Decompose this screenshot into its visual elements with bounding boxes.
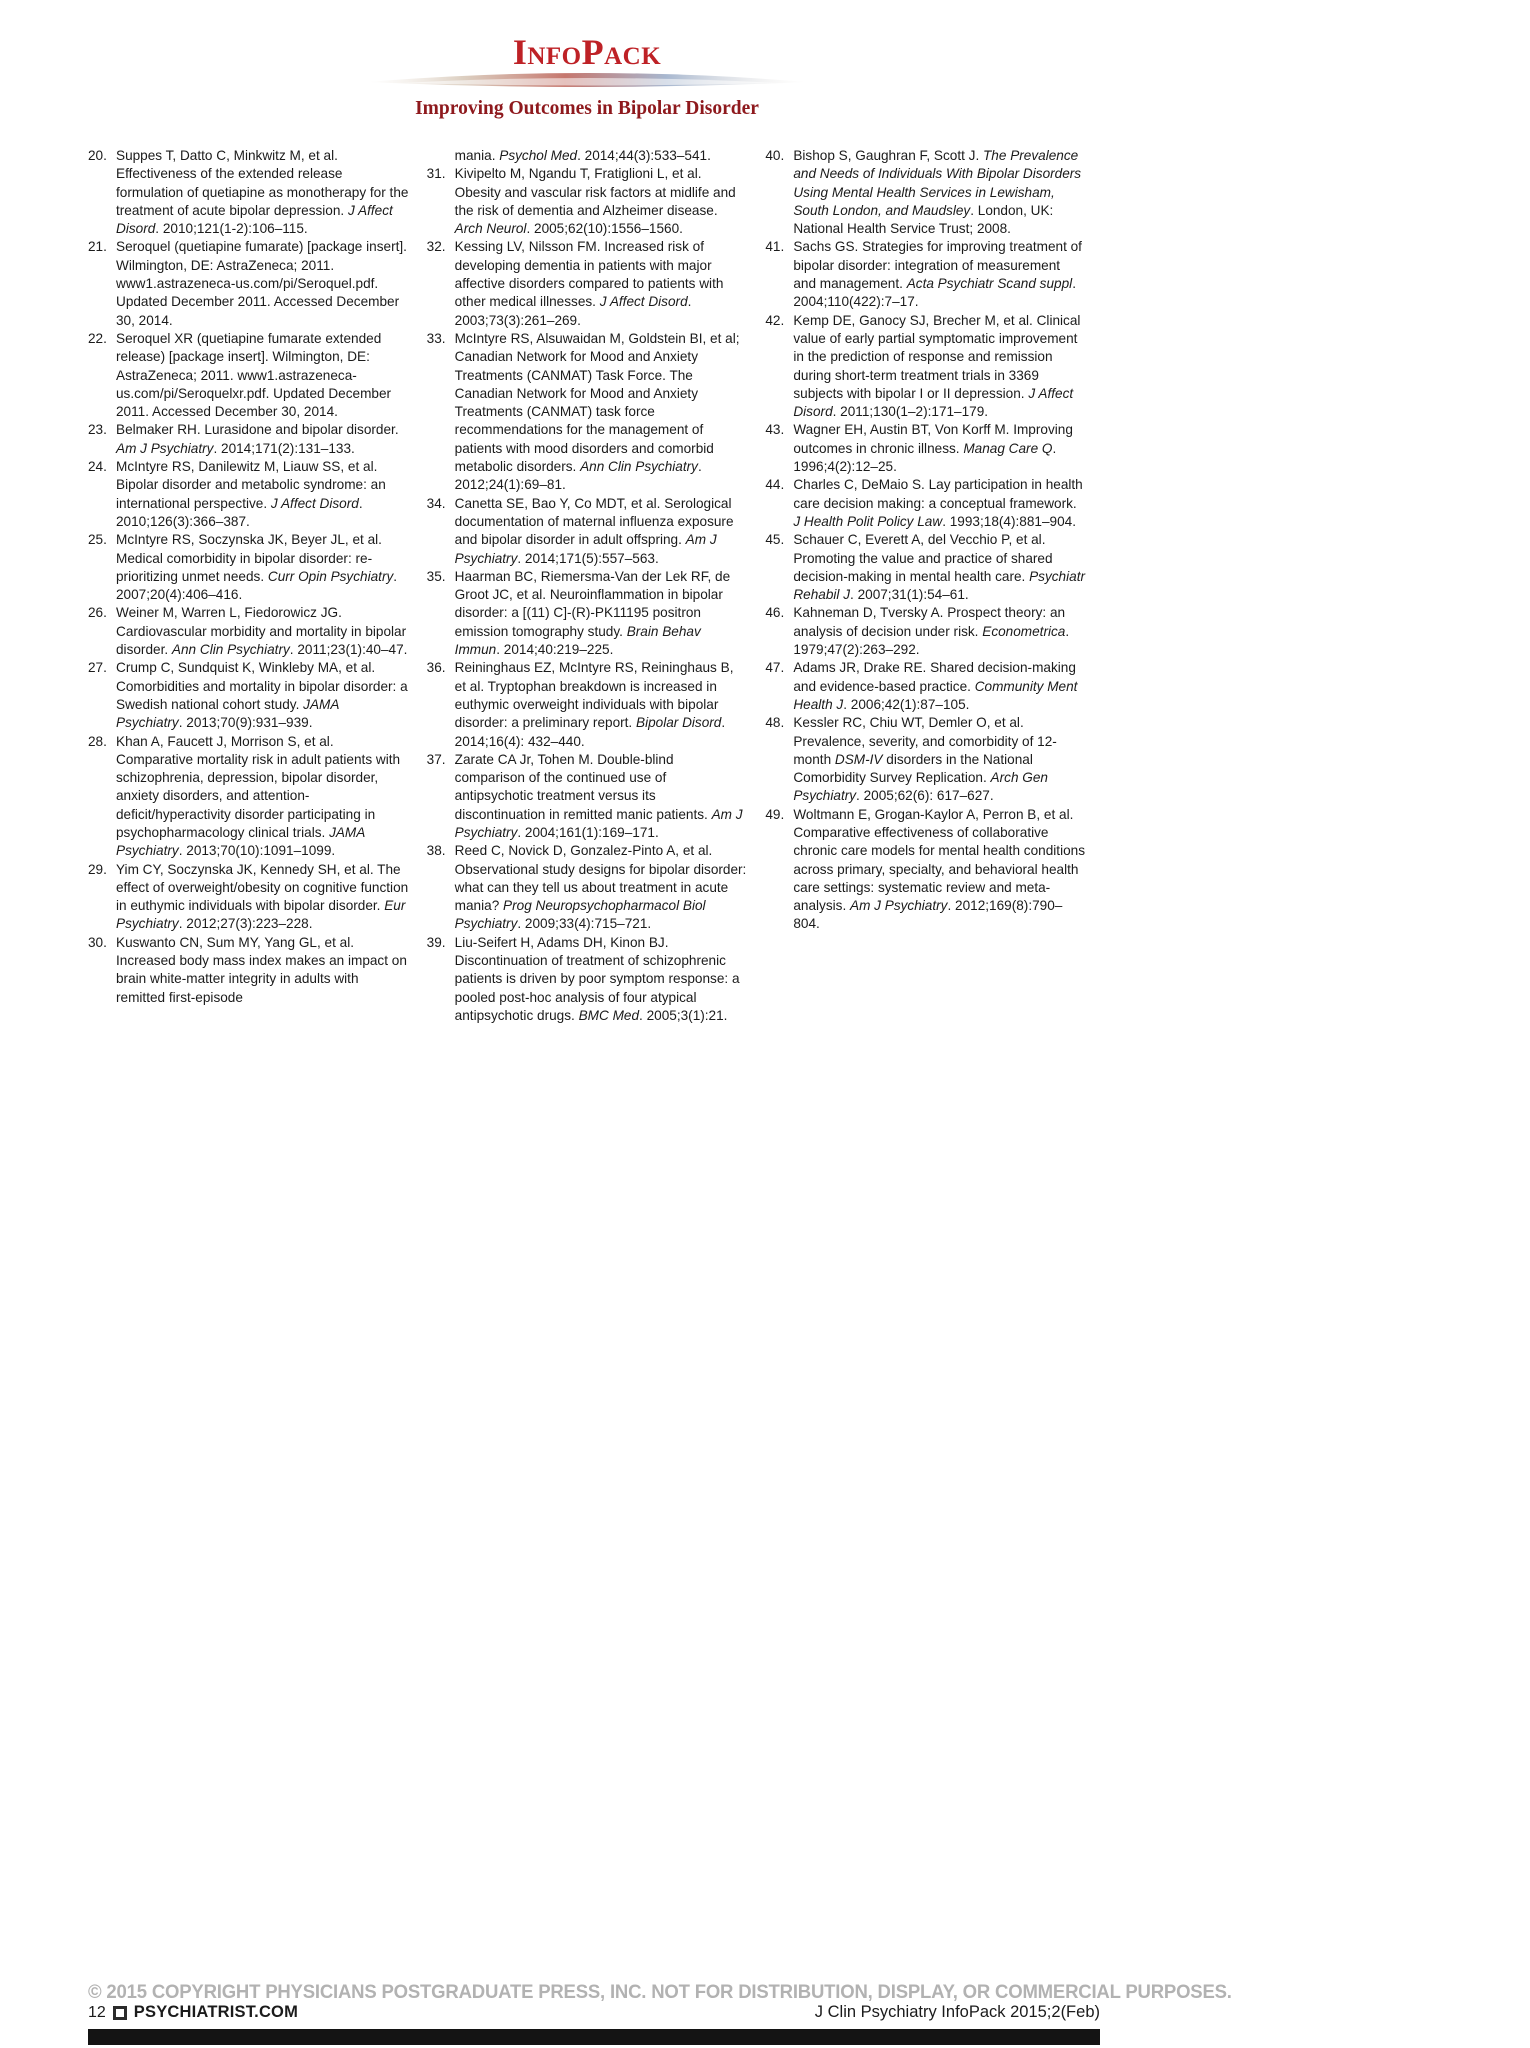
reference-text: Reed C, Novick D, Gonzalez-Pinto A, et al. Observational study designs for bipolar disorder: what can they tell us about treatment in acute mania? Prog Neuropsychopharmacol Biol Psychiatry. 2009;33(4):715–721. xyxy=(454,843,747,932)
reference-item xyxy=(427,495,748,568)
reference-item xyxy=(88,861,409,934)
reference-number xyxy=(427,147,455,165)
reference-text: Haarman BC, Riemersma-Van der Lek RF, de Groot JC, et al. Neuroinflammation in bipolar disorder: a [(11) C]-(R)-PK11195 positron emission tomography study. Brain Behav Immun. 2014;40:219–225. xyxy=(454,568,731,658)
reference-number: 20. xyxy=(88,148,107,163)
reference-text: Adams JR, Drake RE. Shared decision-making and evidence-based practice. Community Ment Health J. 2006;42(1):87–105. xyxy=(793,660,1078,712)
reference-text: McIntyre RS, Danilewitz M, Liauw SS, et al. Bipolar disorder and metabolic syndrome: an international perspective. J Affect Disord. 2010;126(3):366–387. xyxy=(116,459,386,529)
reference-item xyxy=(765,476,1086,531)
reference-text: Weiner M, Warren L, Fiedorowicz JG. Cardiovascular morbidity and mortality in bipolar disorder. Ann Clin Psychiatry. 2011;23(1):40–47. xyxy=(116,605,408,658)
reference-number: 22. xyxy=(88,330,107,346)
reference-text: Kessler RC, Chiu WT, Demler O, et al. Prevalence, severity, and comorbidity of 12-month DSM-IV disorders in the National Comorbidity Survey Replication. Arch Gen Psychiatry. 2005;62(6): 617–627. xyxy=(793,715,1057,804)
reference-item xyxy=(765,806,1086,934)
reference-text: Belmaker RH. Lurasidone and bipolar disorder. Am J Psychiatry. 2014;171(2):131–133. xyxy=(116,422,399,456)
reference-number: 24. xyxy=(88,459,107,475)
reference-item xyxy=(427,330,748,495)
reference-text: Suppes T, Datto C, Minkwitz M, et al. Effectiveness of the extended release formulation of quetiapine as monotherapy for the treatment of acute bipolar depression. J Affect Disord. 2010;121(1-2):106–115. xyxy=(116,148,409,237)
reference-item xyxy=(765,659,1086,714)
reference-number: 41. xyxy=(765,239,785,255)
reference-text: Seroquel (quetiapine fumarate) [package insert]. Wilmington, DE: AstraZeneca; 2011. www1.astrazeneca-us.com/pi/Seroquel.pdf. Updated December 2011. Accessed December 30, 2014. xyxy=(116,239,407,328)
reference-text: Khan A, Faucett J, Morrison S, et al. Comparative mortality risk in adult patients with schizophrenia, depression, bipolar disorder, anxiety disorders, and attention-deficit/hyperactivity disorder participating in psychopharmacology clinical trials. JAMA Psychiatry. 2013;70(10):1091–1099. xyxy=(116,733,401,859)
reference-text: Liu-Seifert H, Adams DH, Kinon BJ. Discontinuation of treatment of schizophrenic patients is driven by poor symptom response: a pooled post-hoc analysis of four atypical antipsychotic drugs. BMC Med. 2005;3(1):21. xyxy=(454,934,740,1023)
reference-text: McIntyre RS, Alsuwaidan M, Goldstein BI, et al; Canadian Network for Mood and Anxiety Treatments (CANMAT) Task Force. The Canadian Network for Mood and Anxiety Treatments (CANMAT) task force recommendations for the management of patients with mood disorders and comorbid metabolic disorders. Ann Clin Psychiatry. 2012;24(1):69–81. xyxy=(454,330,740,493)
reference-item xyxy=(427,751,748,842)
references-column-2 xyxy=(427,147,748,1025)
reference-text: Kuswanto CN, Sum MY, Yang GL, et al. Increased body mass index makes an impact on brain white-matter integrity in adults with remitted first-episode xyxy=(116,934,407,1005)
references-section xyxy=(88,147,1086,1025)
reference-number: 27. xyxy=(88,660,107,676)
reference-item xyxy=(765,421,1086,476)
reference-number: 21. xyxy=(88,239,107,255)
reference-text: Kivipelto M, Ngandu T, Fratiglioni L, et al. Obesity and vascular risk factors at midlife and the risk of dementia and Alzheimer disease. Arch Neurol. 2005;62(10):1556–1560. xyxy=(454,166,736,237)
reference-item xyxy=(88,604,409,659)
reference-number: 25. xyxy=(88,532,107,548)
reference-number: 35. xyxy=(426,568,446,584)
references-column-1 xyxy=(88,147,409,1025)
reference-item xyxy=(427,238,748,329)
reference-item xyxy=(427,934,748,1025)
reference-number: 44. xyxy=(765,477,785,493)
reference-number: 29. xyxy=(88,861,107,877)
reference-item xyxy=(88,733,409,861)
reference-number: 49. xyxy=(765,806,785,822)
reference-text: Zarate CA Jr, Tohen M. Double-blind comparison of the continued use of antipsychotic treatment versus its discontinuation in remitted manic patients. Am J Psychiatry. 2004;161(1):169–171. xyxy=(454,751,743,840)
bottom-bar xyxy=(88,2029,1100,2045)
reference-text: Schauer C, Everett A, del Vecchio P, et al. Promoting the value and practice of shared decision-making in mental health care. Psychiatr Rehabil J. 2007;31(1):54–61. xyxy=(793,532,1085,603)
reference-text: Seroquel XR (quetiapine fumarate extended release) [package insert]. Wilmington, DE: AstraZeneca; 2011. www1.astrazeneca-us.com/pi/Seroquelxr.pdf. Updated December 2011. Accessed December 30, 2014. xyxy=(116,330,392,420)
footer-left xyxy=(88,2003,298,2022)
reference-number: 34. xyxy=(426,495,446,511)
reference-number: 48. xyxy=(765,715,785,731)
reference-item xyxy=(88,934,409,1007)
reference-number: 43. xyxy=(765,422,785,438)
reference-item xyxy=(765,604,1086,659)
reference-item xyxy=(427,147,748,165)
reference-item xyxy=(765,312,1086,422)
page-number: 12 xyxy=(88,2003,106,2021)
reference-number: 33. xyxy=(426,330,446,346)
reference-text: Wagner EH, Austin BT, Von Korff M. Improving outcomes in chronic illness. Manag Care Q. 1996;4(2):12–25. xyxy=(793,422,1073,475)
reference-number: 39. xyxy=(426,934,446,950)
reference-number: 40. xyxy=(765,148,785,163)
reference-item xyxy=(427,659,748,750)
reference-number: 47. xyxy=(765,660,785,676)
reference-item xyxy=(765,238,1086,311)
reference-text: McIntyre RS, Soczynska JK, Beyer JL, et al. Medical comorbidity in bipolar disorder: re-prioritizing unmet needs. Curr Opin Psychiatry. 2007;20(4):406–416. xyxy=(116,532,398,603)
reference-text: Kessing LV, Nilsson FM. Increased risk of developing dementia in patients with major affective disorders compared to patients with other medical illnesses. J Affect Disord. 2003;73(3):261–269. xyxy=(454,239,724,328)
reference-text: Canetta SE, Bao Y, Co MDT, et al. Serological documentation of maternal influenza exposure and bipolar disorder in adult offspring. Am J Psychiatry. 2014;171(5):557–563. xyxy=(454,495,734,566)
journal-citation: J Clin Psychiatry InfoPack 2015;2(Feb) xyxy=(814,2003,1100,2021)
reference-text: Reininghaus EZ, McIntyre RS, Reininghaus B, et al. Tryptophan breakdown is increased in euthymic overweight individuals with bipolar disorder: a preliminary report. Bipolar Disord. 2014;16(4): 432–440. xyxy=(454,660,734,749)
reference-number: 23. xyxy=(88,422,107,438)
reference-number: 32. xyxy=(426,239,446,255)
references-column-3 xyxy=(765,147,1086,1025)
reference-text: Yim CY, Soczynska JK, Kennedy SH, et al. The effect of overweight/obesity on cognitive function in euthymic individuals with bipolar disorder. Eur Psychiatry. 2012;27(3):223–228. xyxy=(116,861,409,932)
reference-item xyxy=(427,842,748,933)
site-name: PSYCHIATRIST.COM xyxy=(133,2003,299,2021)
page-title: Improving Outcomes in Bipolar Disorder xyxy=(415,98,759,119)
swoosh-graphic xyxy=(367,71,807,93)
copyright-watermark: © 2015 COPYRIGHT PHYSICIANS POSTGRADUATE PRESS, INC. NOT FOR DISTRIBUTION, DISPLAY, OR COMMERCIAL PURPOSES. xyxy=(88,1981,1232,2003)
infopack-logo: InfoPack xyxy=(512,32,662,72)
reference-item xyxy=(765,147,1086,238)
reference-item xyxy=(88,330,409,421)
page-header xyxy=(88,0,1086,120)
reference-item xyxy=(765,714,1086,805)
reference-text: Charles C, DeMaio S. Lay participation in health care decision making: a conceptual framework. J Health Polit Policy Law. 1993;18(4):881–904. xyxy=(793,477,1083,529)
reference-item xyxy=(427,165,748,238)
reference-item xyxy=(765,531,1086,604)
reference-item xyxy=(88,238,409,329)
page-footer xyxy=(88,2003,1100,2022)
reference-text: Kemp DE, Ganocy SJ, Brecher M, et al. Clinical value of early partial symptomatic improvement in the prediction of response and remission during short-term treatment trials in 3369 subjects with bipolar I or II depression. J Affect Disord. 2011;130(1–2):171–179. xyxy=(793,312,1081,420)
reference-number: 37. xyxy=(426,751,446,767)
reference-number: 38. xyxy=(426,843,446,859)
reference-item xyxy=(88,659,409,732)
reference-number: 42. xyxy=(765,312,785,328)
reference-text: Sachs GS. Strategies for improving treatment of bipolar disorder: integration of measurement and management. Acta Psychiatr Scand suppl. 2004;110(422):7–17. xyxy=(793,239,1082,310)
reference-item xyxy=(88,531,409,604)
reference-text: Crump C, Sundquist K, Winkleby MA, et al. Comorbidities and mortality in bipolar disorder: a Swedish national cohort study. JAMA Psychiatry. 2013;70(9):931–939. xyxy=(116,660,408,731)
reference-text: Bishop S, Gaughran F, Scott J. The Prevalence and Needs of Individuals With Bipolar Disorders Using Mental Health Services in Lewisham, South London, and Maudsley. London, UK: National Health Service Trust; 2008. xyxy=(793,148,1082,237)
psychiatrist-logo-icon xyxy=(113,2006,127,2020)
reference-number: 28. xyxy=(88,733,107,749)
reference-item xyxy=(88,147,409,238)
reference-item xyxy=(88,458,409,531)
reference-text: mania. Psychol Med. 2014;44(3):533–541. xyxy=(454,148,711,163)
reference-number: 31. xyxy=(426,166,446,182)
reference-item xyxy=(427,568,748,659)
reference-number: 30. xyxy=(88,934,107,950)
reference-number: 45. xyxy=(765,532,785,548)
reference-text: Kahneman D, Tversky A. Prospect theory: an analysis of decision under risk. Econometrica. 1979;47(2):263–292. xyxy=(793,605,1070,658)
reference-item xyxy=(88,421,409,458)
reference-number: 46. xyxy=(765,605,785,621)
reference-text: Woltmann E, Grogan-Kaylor A, Perron B, et al. Comparative effectiveness of collaborative chronic care models for mental health conditions across primary, specialty, and behavioral health care settings: systematic review and meta-analysis. Am J Psychiatry. 2012;169(8):790–804. xyxy=(793,806,1086,932)
reference-number: 36. xyxy=(426,660,446,676)
reference-number: 26. xyxy=(88,605,107,621)
page-content xyxy=(88,0,1086,1025)
